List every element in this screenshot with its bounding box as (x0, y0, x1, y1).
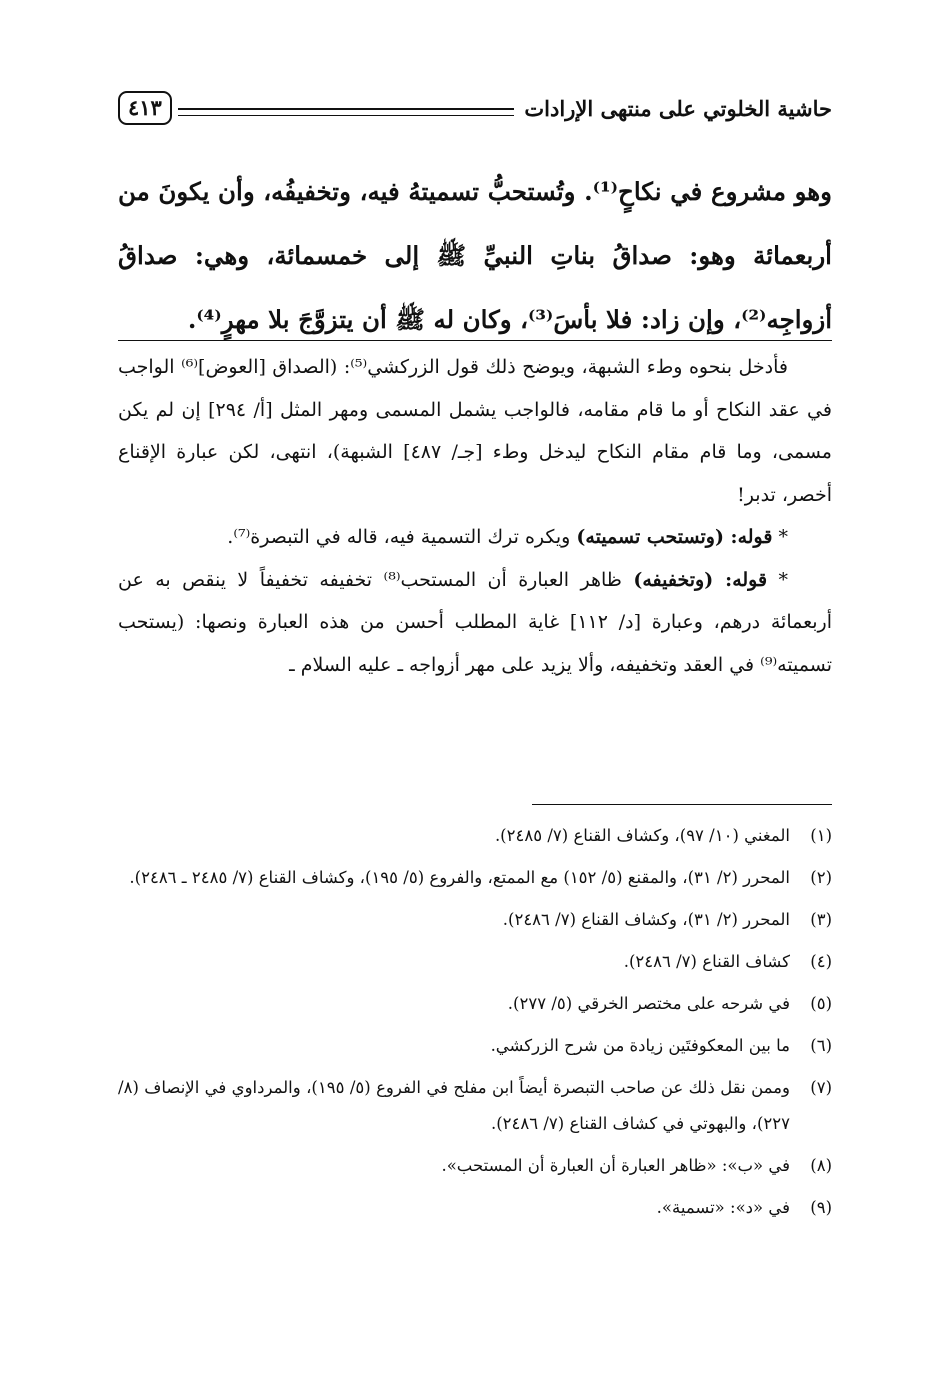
footnote (118, 1190, 832, 1226)
main-commentary-separator (118, 340, 832, 341)
footnote (118, 818, 832, 854)
footnote-number: (٣) (810, 910, 832, 929)
commentary-text: ظاهر العبارة أن المستحب⁽⁸⁾ تخفيفه تخفيفاً لا ينقص به عن أربعمائة درهم، وعبارة [د/ ١١٢] غاية المطلب أحسن من هذه العبارة ونصها: (يستحب تسميته⁽⁹⁾ في العقد وتخفيفه، وألا يزيد على مهر أزواجه ـ عليه السلام ـ (118, 568, 832, 676)
footnote-text: المحرر (٢/ ٣١)، والمقنع (٥/ ١٥٢) مع الممتع، والفروع (٥/ ١٩٥)، وكشاف القناع (٧/ ٢٤٨٥ ـ ٢٤٨٦). (129, 868, 790, 887)
header-rule (178, 108, 515, 116)
footnote-text: في شرحه على مختصر الخرقي (٥/ ٢٧٧). (507, 994, 790, 1013)
footnote-number: (٤) (810, 952, 832, 971)
footnotes (118, 818, 832, 1232)
footnote (118, 902, 832, 938)
main-text: وهو مشروع في نكاحٍ⁽¹⁾. وتُستحبُّ تسميتهُ فيه، وتخفيفُه، وأن يكونَ من أربعمائة وهو: صداقُ بناتِ النبيِّ ﷺ إلى خمسمائة، وهي: صداقُ أزواجِه⁽²⁾، وإن زاد: فلا بأسَ⁽³⁾، وكان له ﷺ أن يتزوَّجَ بلا مهرٍ⁽⁴⁾. (118, 177, 832, 334)
footnote (118, 1028, 832, 1064)
footnote-number: (٥) (810, 994, 832, 1013)
footnote-text: في «ب»: «ظاهر العبارة أن العبارة أن المستحب». (441, 1156, 790, 1175)
footnote-number: (٦) (810, 1036, 832, 1055)
footnote-number: (٧) (810, 1078, 832, 1097)
footnote-number: (١) (810, 826, 832, 845)
quoted-lemma: قوله: (وتخفيفه) (633, 568, 768, 591)
running-header (118, 86, 832, 130)
footnote-number: (٢) (810, 868, 832, 887)
footnote-text: المغني (١٠/ ٩٧)، وكشاف القناع (٧/ ٢٤٨٥). (494, 826, 790, 845)
footnote-number: (٩) (810, 1198, 832, 1217)
footnote-text: المحرر (٢/ ٣١)، وكشاف القناع (٧/ ٢٤٨٦). (502, 910, 790, 929)
footnote-text: كشاف القناع (٧/ ٢٤٨٦). (623, 952, 790, 971)
footnote (118, 986, 832, 1022)
commentary (118, 346, 832, 686)
footnote (118, 944, 832, 980)
commentary-paragraph-1: فأدخل بنحوه وطء الشبهة، ويوضح ذلك قول الزركشي⁽⁵⁾: (الصداق [العوض]⁽⁶⁾ الواجب في عقد النكاح أو ما قام مقامه، فالواجب يشمل المسمى ومهر المثل [أ/ ٢٩٤] إن لم يكن مسمى، وما قام مقام النكاح ليدخل وطء [جـ/ ٤٨٧] الشبهة)، انتهى، لكن عبارة الإقناع أخصر، تدبر! (118, 356, 832, 506)
footnote-text: في «د»: «تسمية». (656, 1198, 790, 1217)
footnote-text: ما بين المعكوفتَين زيادة من شرح الزركشي. (490, 1036, 790, 1055)
footnote (118, 860, 832, 896)
book-title: حاشية الخلوتي على منتهى الإرادات (524, 95, 832, 121)
bullet-icon: * (778, 526, 788, 548)
page-number: ٤١٣ (118, 91, 172, 125)
quoted-lemma: قوله: (وتستحب تسميته) (576, 526, 773, 548)
footnote (118, 1148, 832, 1184)
footnote-text: وممن نقل ذلك عن صاحب التبصرة أيضاً ابن مفلح في الفروع (٥/ ١٩٥)، والمرداوي في الإنصاف (٨/ ٢٢٧)، والبهوتي في كشاف القناع (٧/ ٢٤٨٦). (118, 1078, 790, 1133)
footnote-number: (٨) (810, 1156, 832, 1175)
footnote-rule (532, 804, 832, 805)
commentary-text: ويكره ترك التسمية فيه، قاله في التبصرة⁽⁷⁾. (227, 526, 577, 548)
bullet-icon: * (778, 568, 788, 591)
commentary-paragraph-3 (118, 559, 832, 687)
footnote (118, 1070, 832, 1142)
commentary-paragraph-2 (118, 516, 832, 559)
